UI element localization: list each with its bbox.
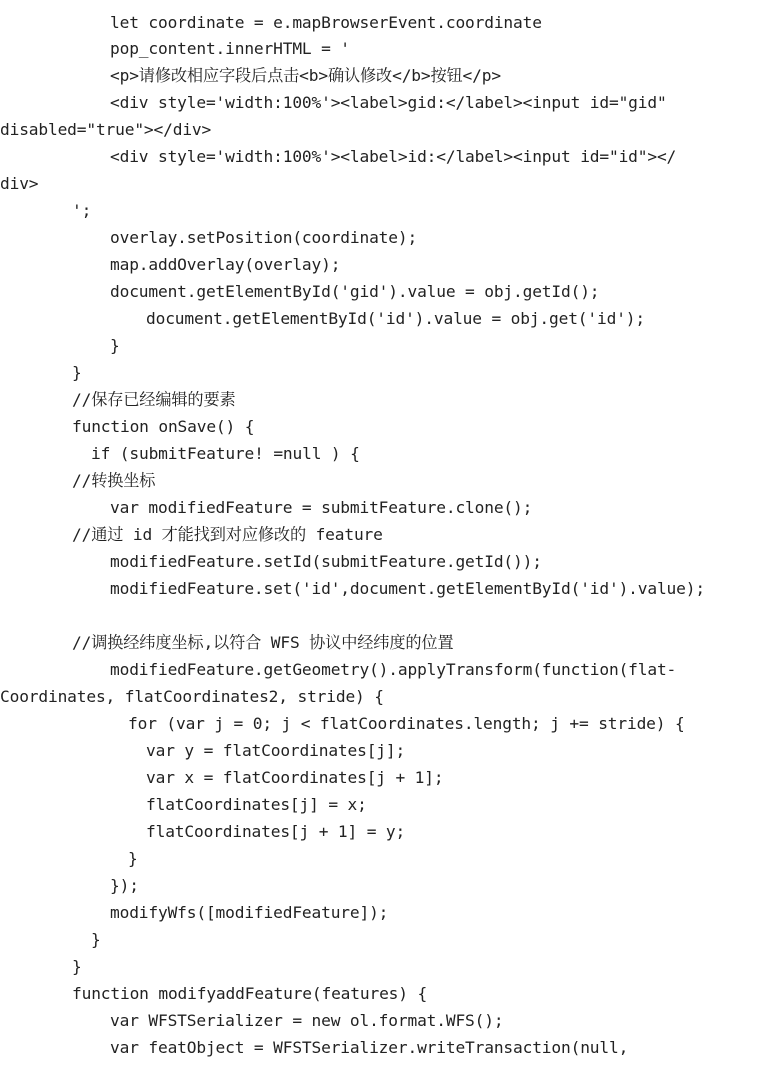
code-line-29: var x = flatCoordinates[j + 1]; — [146, 768, 444, 787]
code-line-25: modifiedFeature.getGeometry().applyTransform(function(flat- — [110, 660, 677, 679]
code-line-2: pop_content.innerHTML = ' — [110, 39, 350, 58]
code-line-15: //保存已经编辑的要素 — [72, 390, 236, 409]
code-line-21: modifiedFeature.setId(submitFeature.getId()); — [110, 552, 542, 571]
code-line-32: } — [128, 849, 138, 868]
code-line-4: <div style='width:100%'><label>gid:</label><input id="gid" — [110, 93, 667, 112]
code-line-16: function onSave() { — [72, 417, 255, 436]
code-line-13: } — [110, 336, 120, 355]
code-line-7: div> — [0, 174, 39, 193]
code-line-24: //调换经纬度坐标,以符合 WFS 协议中经纬度的位置 — [72, 633, 454, 652]
code-line-12: document.getElementById('id').value = obj.get('id'); — [146, 309, 645, 328]
code-line-1: let coordinate = e.mapBrowserEvent.coordinate — [110, 13, 542, 32]
code-line-35: } — [91, 930, 101, 949]
code-line-10: map.addOverlay(overlay); — [110, 255, 341, 274]
code-line-18: //转换坐标 — [72, 471, 156, 490]
code-line-37: function modifyaddFeature(features) { — [72, 984, 428, 1003]
code-line-26: Coordinates, flatCoordinates2, stride) { — [0, 687, 384, 706]
code-line-14: } — [72, 363, 82, 382]
code-line-34: modifyWfs([modifiedFeature]); — [110, 903, 389, 922]
code-line-22: modifiedFeature.set('id',document.getElementById('id').value); — [110, 579, 705, 598]
code-line-11: document.getElementById('gid').value = obj.getId(); — [110, 282, 600, 301]
code-line-39: var featObject = WFSTSerializer.writeTransaction(null, — [110, 1038, 629, 1057]
code-line-9: overlay.setPosition(coordinate); — [110, 228, 418, 247]
code-line-36: } — [72, 957, 82, 976]
code-line-5: disabled="true"></div> — [0, 120, 212, 139]
code-line-30: flatCoordinates[j] = x; — [146, 795, 367, 814]
code-line-8: '; — [72, 201, 92, 220]
code-line-38: var WFSTSerializer = new ol.format.WFS(); — [110, 1011, 504, 1030]
code-line-3: <p>请修改相应字段后点击<b>确认修改</b>按钮</p> — [110, 66, 501, 85]
code-line-17: if (submitFeature! =null ) { — [91, 444, 360, 463]
code-line-20: //通过 id 才能找到对应修改的 feature — [72, 525, 383, 544]
code-line-6: <div style='width:100%'><label>id:</label><input id="id"></ — [110, 147, 677, 166]
code-line-33: }); — [110, 876, 139, 895]
code-line-31: flatCoordinates[j + 1] = y; — [146, 822, 406, 841]
code-line-28: var y = flatCoordinates[j]; — [146, 741, 406, 760]
code-line-19: var modifiedFeature = submitFeature.clone(); — [110, 498, 533, 517]
code-line-27: for (var j = 0; j < flatCoordinates.length; j += stride) { — [128, 714, 685, 733]
